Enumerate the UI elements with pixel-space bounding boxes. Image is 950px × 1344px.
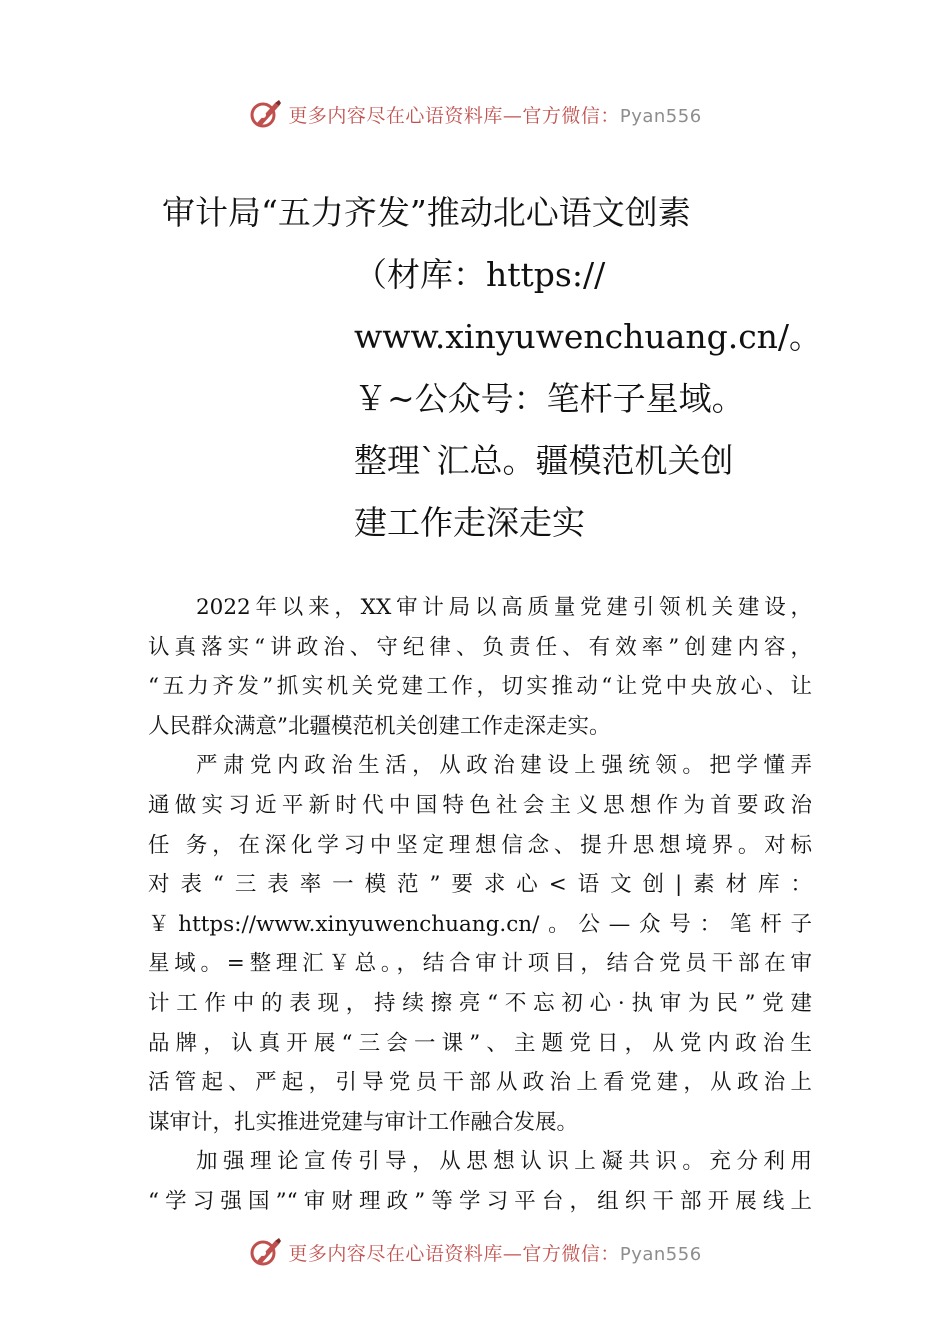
title-line: 建工作走深走实 [354, 503, 585, 542]
title-line: 整理`汇总。疆模范机关创 [354, 441, 734, 480]
pen-logo-icon [248, 1235, 282, 1269]
watermark-text: 更多内容尽在心语资料库—官方微信：Pyan556 [288, 104, 702, 127]
text-line: “五力齐发”抓实机关党建工作，切实推动“让党中央放心、让 [148, 674, 812, 700]
text-line: 星域。=整理汇￥总。，结合审计项目，结合党员干部在审 [148, 951, 812, 977]
text-line: 计工作中的表现，持续擦亮“不忘初心·执审为民”党建 [148, 990, 812, 1016]
footer-watermark [0, 1232, 950, 1272]
paragraph [148, 746, 812, 1142]
watermark-text: 更多内容尽在心语资料库—官方微信：Pyan556 [288, 1242, 702, 1265]
text-line: 谋审计，扎实推进党建与审计工作融合发展。 [148, 1109, 579, 1135]
title-line: ￥~公众号：笔杆子星域。 [354, 379, 745, 418]
text-line: 任 务，在深化学习中坚定理想信念、提升思想境界。对标 [148, 832, 812, 858]
text-line: 品牌，认真开展“三会一课”、主题党日，从党内政治生 [148, 1030, 812, 1056]
text-line: “学习强国”“审财理政”等学习平台，组织干部开展线上 [148, 1188, 812, 1214]
paragraph [148, 588, 812, 746]
pen-logo-icon [248, 97, 282, 131]
text-line: 严肃党内政治生活，从政治建设上强统领。把学懂弄 [196, 753, 812, 779]
text-line: 对表“三表率一模范”要求心<语文创|素材库： [148, 872, 812, 898]
title-line: （材库：https:// [354, 255, 606, 294]
text-line: 活管起、严起，引导党员干部从政治上看党建，从政治上 [148, 1070, 812, 1096]
text-line: 认真落实“讲政治、守纪律、负责任、有效率”创建内容， [148, 634, 812, 660]
document-title [150, 182, 823, 554]
title-line: www.xinyuwenchuang.cn/。 [354, 317, 823, 356]
text-line: 通做实习近平新时代中国特色社会主义思想作为首要政治 [148, 792, 812, 818]
document-body [148, 588, 812, 1222]
text-line: 人民群众满意”北疆模范机关创建工作走深走实。 [148, 713, 611, 739]
paragraph [148, 1142, 812, 1221]
text-line: 加强理论宣传引导，从思想认识上凝共识。充分利用 [196, 1149, 812, 1175]
header-watermark [0, 94, 950, 134]
text-line: ￥https://www.xinyuwenchuang.cn/。公—众号：笔杆子 [148, 911, 812, 937]
text-line: 2022年以来，XX审计局以高质量党建引领机关建设， [196, 595, 812, 620]
title-line: 审计局“五力齐发”推动北心语文创素 [162, 193, 691, 232]
